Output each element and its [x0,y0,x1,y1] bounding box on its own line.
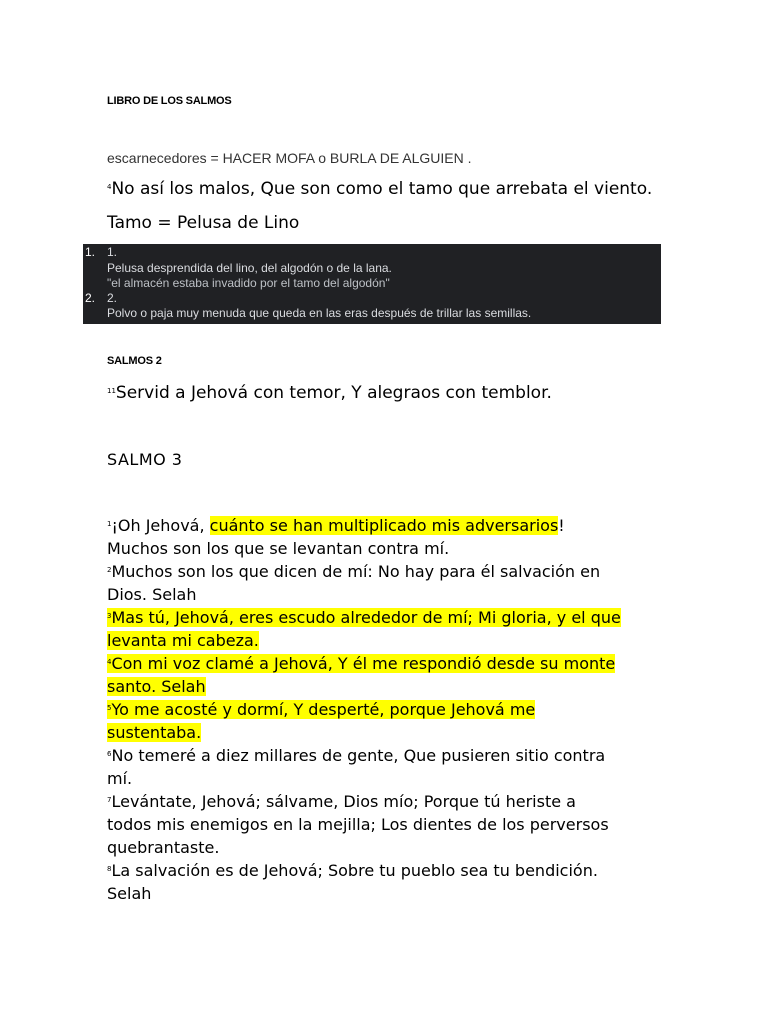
verse-number: 3 [107,612,112,620]
line-1 [107,514,621,537]
definition-text: Pelusa desprendida del lino, del algodón o de la lana. [107,261,392,275]
line-17: Selah [107,884,152,903]
sense-number: 1. [107,245,118,259]
highlighted-text: levanta mi cabeza. [107,631,259,650]
verse-text: Con mi voz clamé a Jehová, Y él me respondió desde su monte [111,654,616,673]
verse-text: No temeré a diez millares de gente, Que pusieren sitio contra [111,746,606,765]
line-4: Dios. Selah [107,585,197,604]
salmo3-body [107,514,621,905]
highlighted-text [107,700,535,719]
verse-text: Muchos son los que dicen de mí: No hay para él salvación en [111,562,601,581]
line-16 [107,859,621,882]
verse-text: Servid a Jehová con temor, Y alegraos con temblor. [115,383,552,403]
verse-number: 1 [107,520,112,528]
verse-text: Mas tú, Jehová, eres escudo alrededor de mí; Mi gloria, y el que [111,608,621,627]
verse-number: 4 [107,183,112,191]
verse-text: Levántate, Jehová; sálvame, Dios mío; Porque tú heriste a [111,792,576,811]
definition-text: Polvo o paja muy menuda que queda en las eras después de trillar las semillas. [107,306,532,320]
dictionary-panel [83,244,661,324]
salmo3-heading: SALMO 3 [107,450,183,469]
highlighted-text [107,654,615,673]
verse-text: La salvación es de Jehová; Sobre tu pueblo sea tu bendición. [111,861,598,880]
verse-number: 5 [107,704,112,712]
line-9 [107,698,621,721]
definition-line: escarnecedores = HACER MOFA o BURLA DE ALGUIEN . [107,150,472,166]
line-8 [107,675,621,698]
verse-number: 8 [107,865,112,873]
verse-psalm1-4 [107,178,652,201]
tamo-definition: Tamo = Pelusa de Lino [107,213,300,233]
line-12: mí. [107,769,133,788]
highlighted-text: santo. Selah [107,677,206,696]
verse-psalm2-11 [107,382,552,405]
verse-number: 2 [107,566,112,574]
line-6 [107,629,621,652]
verse-text: Yo me acosté y dormí, Y desperté, porque Jehová me [111,700,536,719]
highlighted-text [107,608,621,627]
line-15: quebrantaste. [107,838,220,857]
verse-number: 7 [107,796,112,804]
line-5 [107,606,621,629]
line-13 [107,790,621,813]
verse-number: 11 [107,387,116,395]
sense-number: 2. [107,291,118,305]
line-11 [107,744,621,767]
list-number: 2. [85,291,96,305]
verse-text: No así los malos, Que son como el tamo que arrebata el viento. [111,179,653,199]
line-10 [107,721,621,744]
verse-text: ¡Oh Jehová, [111,516,210,535]
list-number: 1. [85,245,96,259]
verse-number: 6 [107,750,112,758]
example-text: "el almacén estaba invadido por el tamo del algodón" [107,276,390,290]
highlighted-text: cuánto se han multiplicado mis adversarios [209,516,559,535]
highlighted-text: sustentaba. [107,723,202,742]
book-heading: LIBRO DE LOS SALMOS [107,95,232,107]
salmos2-heading: SALMOS 2 [107,355,162,367]
verse-number: 4 [107,658,112,666]
line-7 [107,652,621,675]
line-14: todos mis enemigos en la mejilla; Los dientes de los perversos [107,815,609,834]
verse-text: ! [558,516,565,535]
line-2: Muchos son los que se levantan contra mí. [107,539,450,558]
line-3 [107,560,621,583]
